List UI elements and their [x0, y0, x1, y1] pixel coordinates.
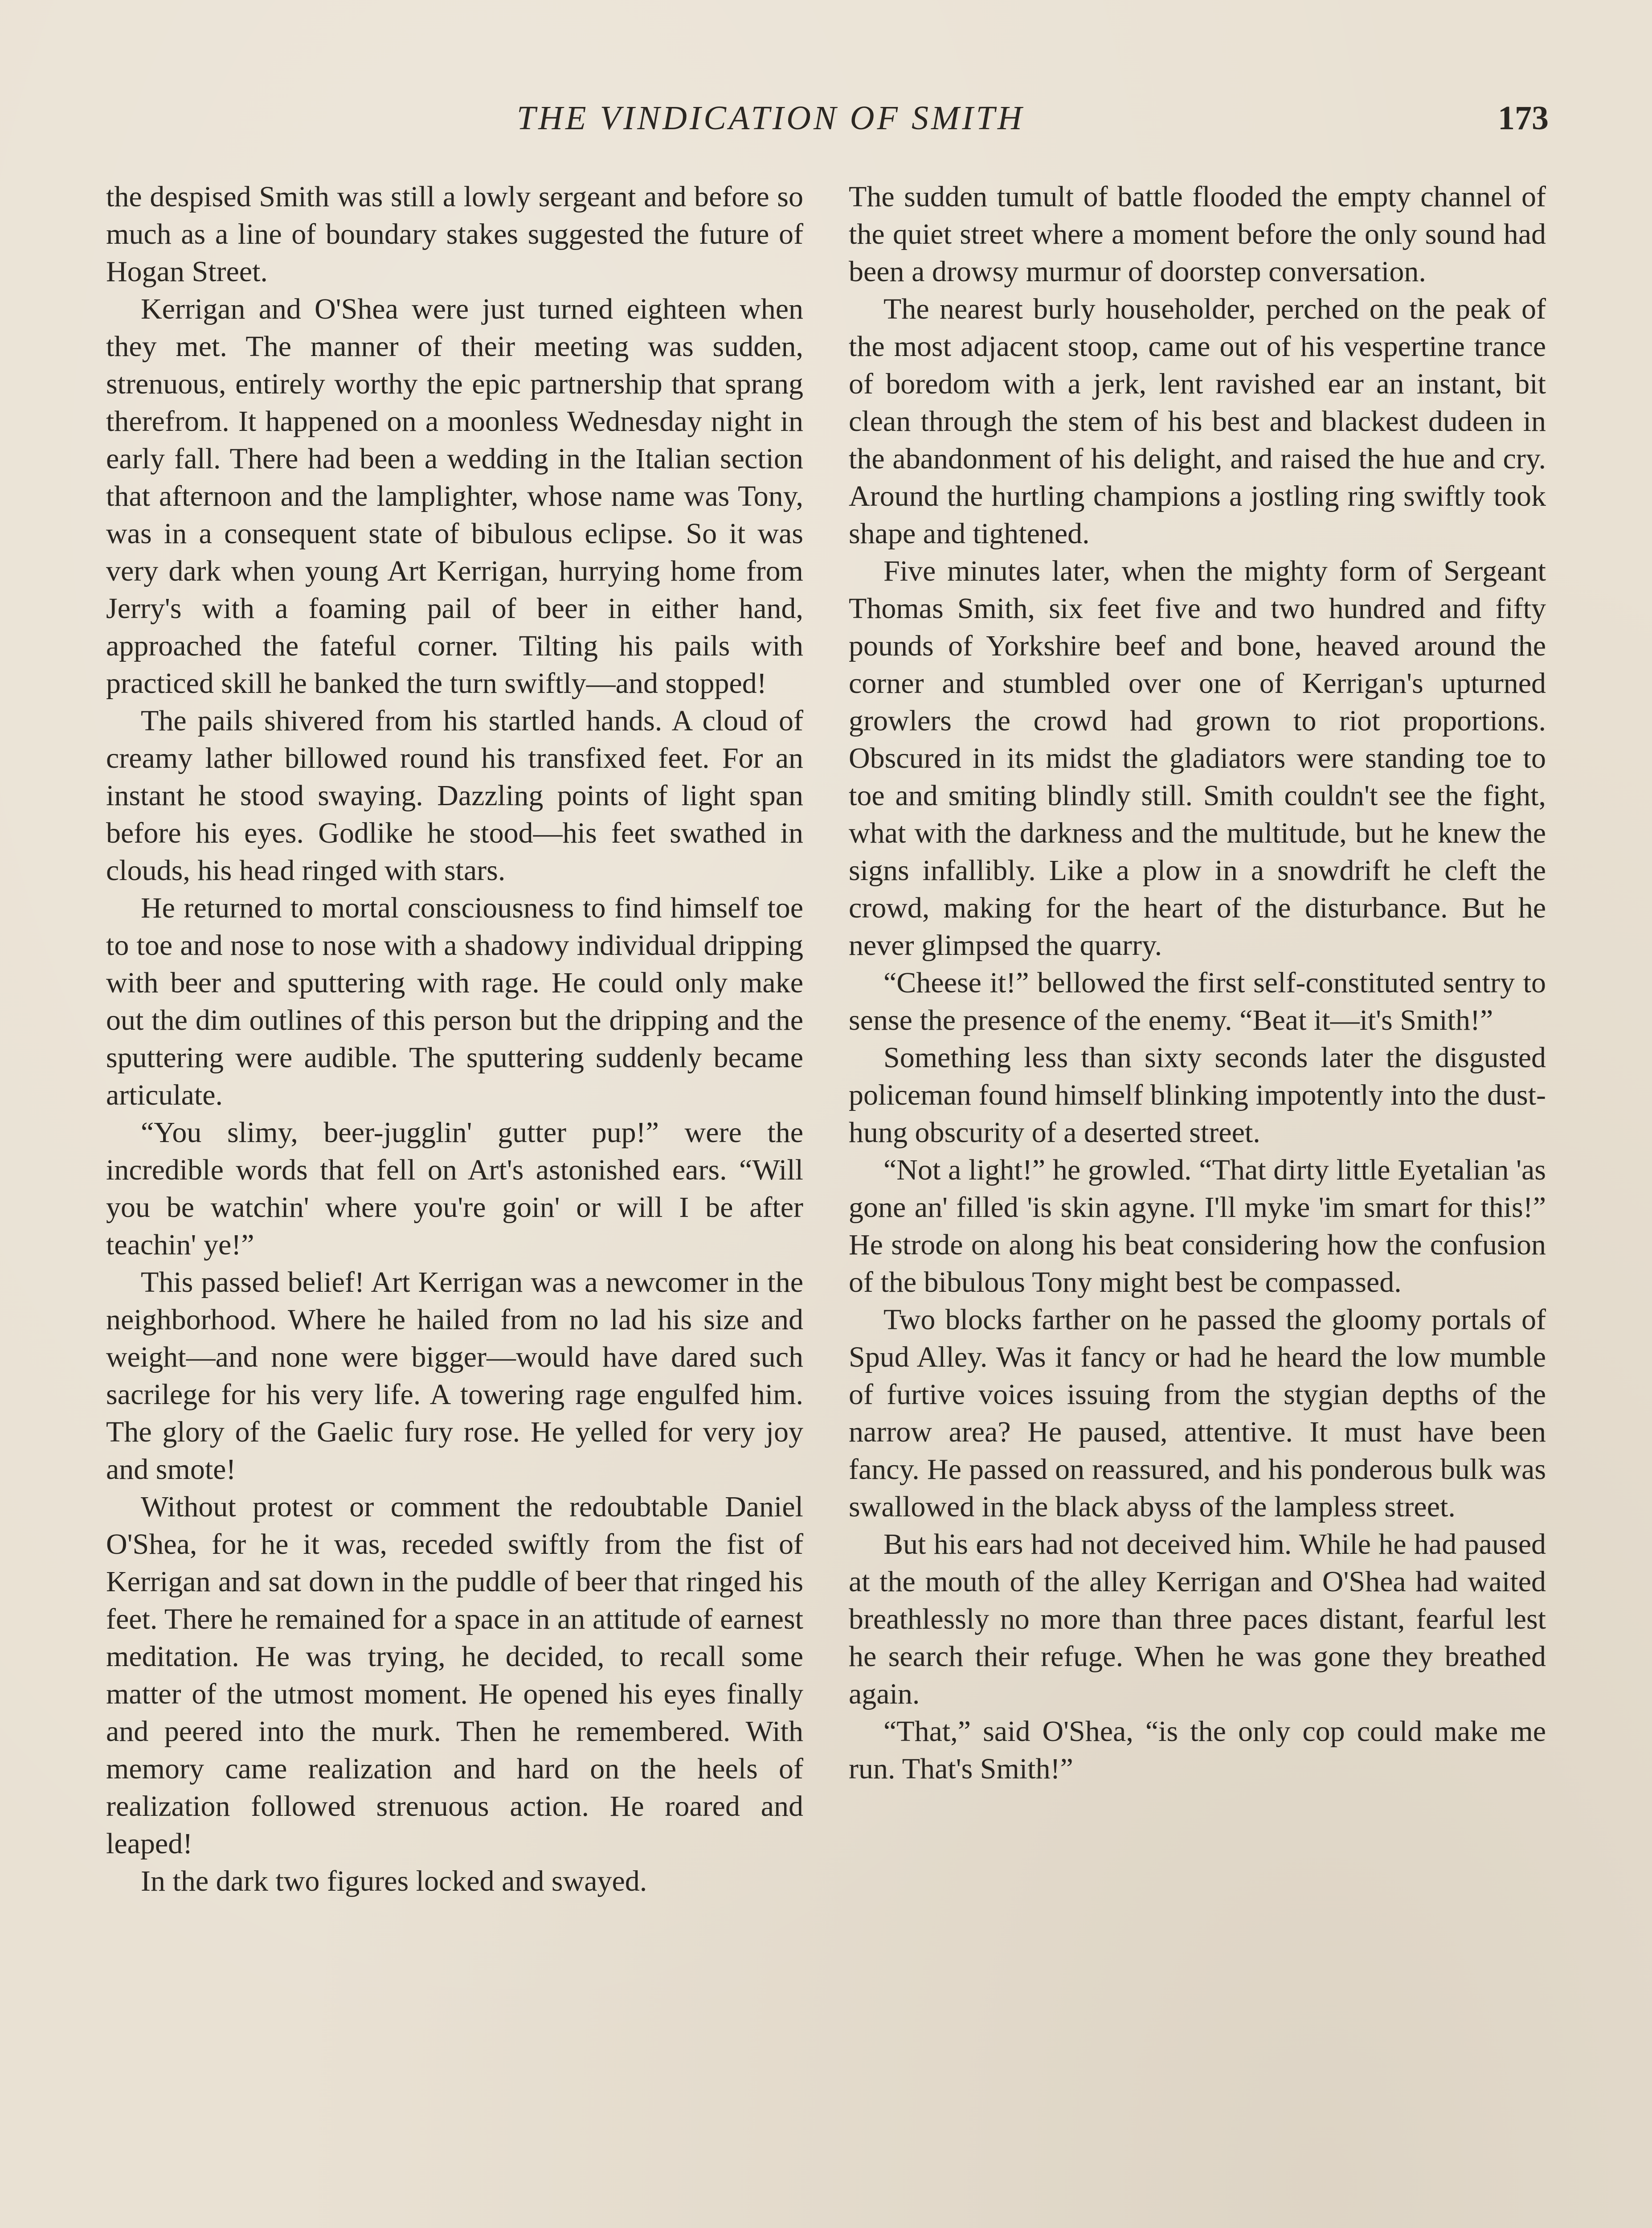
paragraph: “Not a light!” he growled. “That dirty little Eyetalian 'as gone an' filled 'is skin agyne. I'll myke 'im smart for this!” He strode on along his beat considering how the confusion of the bibulous Tony might best be compassed. [849, 1154, 1546, 1298]
paragraph: Without protest or comment the redoubtable Daniel O'Shea, for he it was, receded swiftly from the fist of Kerrigan and sat down in the puddle of beer that ringed his feet. There he remained for a space in an attitude of earnest meditation. He was trying, he decided, to recall some matter of the utmost moment. He opened his eyes finally and peered into the murk. Then he remembered. With memory came realization and hard on the heels of realization followed strenuous action. He roared and leaped! [106, 1491, 803, 1860]
paragraph: “Cheese it!” bellowed the first self-constituted sentry to sense the presence of the enemy. “Beat it—it's Smith!” [849, 967, 1546, 1036]
paragraph: But his ears had not deceived him. While he had paused at the mouth of the alley Kerrigan and O'Shea had waited breathlessly no more than three paces distant, fearful lest he search their refuge. When he was gone they breathed again. [849, 1528, 1546, 1710]
paragraph: Two blocks farther on he passed the gloomy portals of Spud Alley. Was it fancy or had he heard the low mumble of furtive voices issuing from the stygian depths of the narrow area? He paused, attentive. It must have been fancy. He passed on reassured, and his ponderous bulk was swallowed in the black abyss of the lampless street. [849, 1303, 1546, 1523]
page-header [0, 99, 1652, 148]
paragraph: Something less than sixty seconds later the disgusted policeman found himself blinking impotently into the dust-hung obscurity of a deserted street. [849, 1041, 1546, 1149]
paragraph: He returned to mortal consciousness to find himself toe to toe and nose to nose with a shadowy individual dripping with beer and sputtering with rage. He could only make out the dim outlines of this person but the dripping and the sputtering were audible. The sputtering suddenly became articulate. [106, 892, 803, 1111]
paragraph: “You slimy, beer-jugglin' gutter pup!” were the incredible words that fell on Art's astonished ears. “Will you be watchin' where you're goin' or will I be after teachin' ye!” [106, 1116, 803, 1261]
running-head: THE VINDICATION OF SMITH [517, 99, 1025, 137]
paragraph: The sudden tumult of battle flooded the empty channel of the quiet street where a moment before the only sound had been a drowsy murmur of doorstep conversation. [849, 180, 1546, 288]
paragraph: Five minutes later, when the mighty form of Sergeant Thomas Smith, six feet five and two hundred and fifty pounds of Yorkshire beef and bone, heaved around the corner and stumbled over one of Kerrigan's upturned growlers the crowd had grown to riot proportions. Obscured in its midst the gladiators were standing toe to toe and smiting blindly still. Smith couldn't see the fight, what with the darkness and the multitude, but he knew the signs infallibly. Like a plow in a snowdrift he cleft the crowd, making for the heart of the disturbance. But he never glimpsed the quarry. [849, 555, 1546, 962]
left-column [106, 178, 803, 1900]
paragraph: The pails shivered from his startled hands. A cloud of creamy lather billowed round his transfixed feet. For an instant he stood swaying. Dazzling points of light span before his eyes. Godlike he stood—his feet swathed in clouds, his head ringed with stars. [106, 704, 803, 887]
paragraph: Kerrigan and O'Shea were just turned eighteen when they met. The manner of their meeting was sudden, strenuous, entirely worthy the epic partnership that sprang therefrom. It happened on a moonless Wednesday night in early fall. There had been a wedding in the Italian section that afternoon and the lamplighter, whose name was Tony, was in a consequent state of bibulous eclipse. So it was very dark when young Art Kerrigan, hurrying home from Jerry's with a foaming pail of beer in either hand, approached the fateful corner. Tilting his pails with practiced skill he banked the turn swiftly—and stopped! [106, 293, 803, 700]
page-number: 173 [1498, 99, 1549, 137]
paragraph: The nearest burly householder, perched on the peak of the most adjacent stoop, came out of his vespertine trance of boredom with a jerk, lent ravished ear an instant, bit clean through the stem of his best and blackest dudeen in the abandonment of his delight, and raised the hue and cry. Around the hurtling champions a jostling ring swiftly took shape and tightened. [849, 293, 1546, 550]
paragraph: “That,” said O'Shea, “is the only cop could make me run. That's Smith!” [849, 1715, 1546, 1785]
paragraph: the despised Smith was still a lowly sergeant and before so much as a line of boundary stakes suggested the future of Hogan Street. [106, 180, 803, 288]
paragraph: In the dark two figures locked and swayed. [141, 1865, 647, 1897]
paragraph: This passed belief! Art Kerrigan was a newcomer in the neighborhood. Where he hailed from no lad his size and weight—and none were bigger—would have dared such sacrilege for his very life. A towering rage engulfed him. The glory of the Gaelic fury rose. He yelled for very joy and smote! [106, 1266, 803, 1486]
right-column [849, 178, 1546, 1788]
